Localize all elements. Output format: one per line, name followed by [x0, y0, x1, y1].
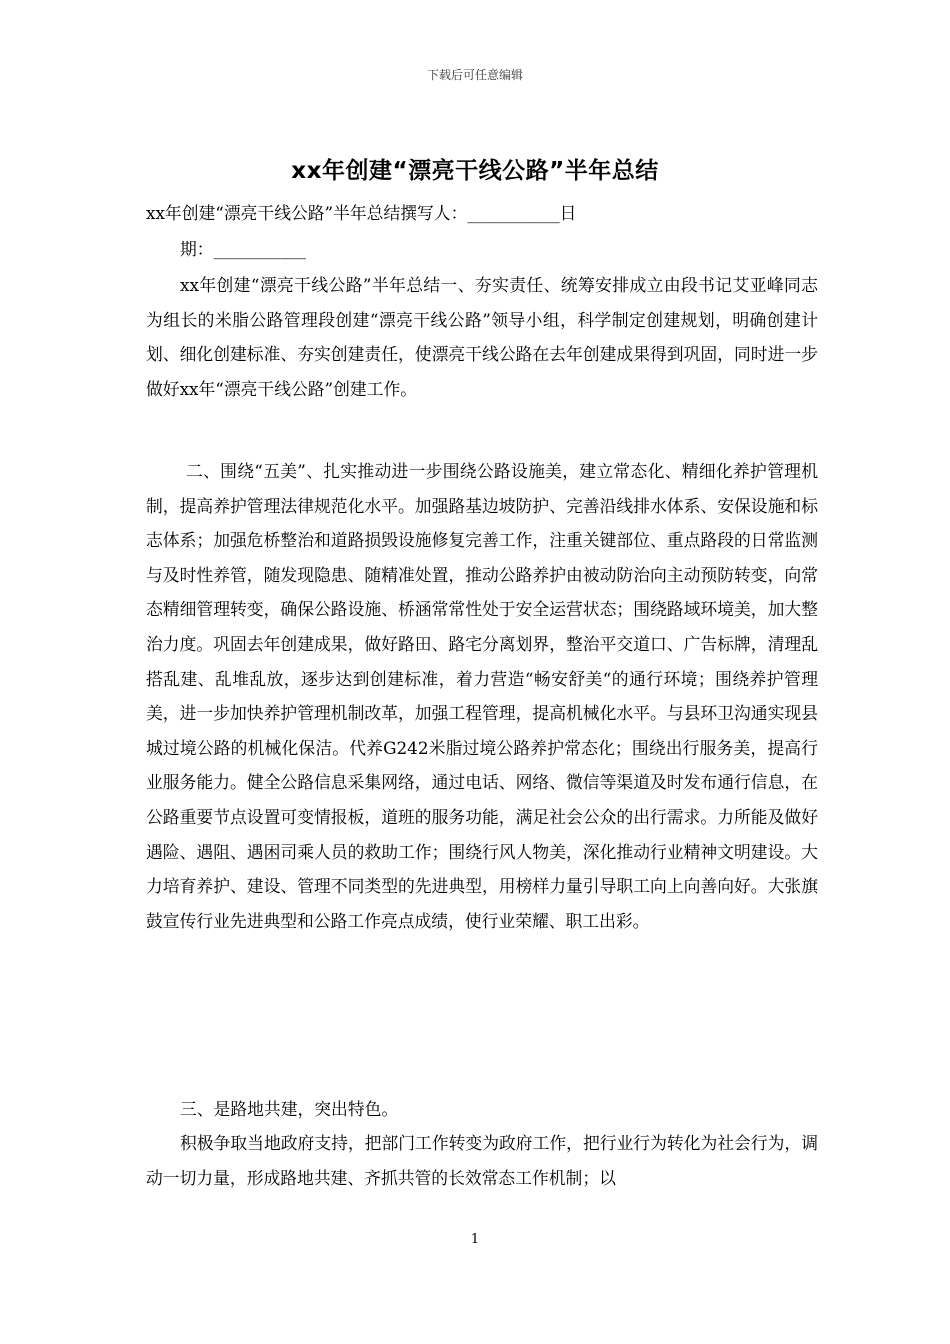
document-title: xx年创建“漂亮干线公路”半年总结 — [291, 158, 659, 184]
section-heading-road-community — [146, 1092, 818, 1127]
paragraph-text: 二、围绕“五美”、扎实推动进一步围绕公路设施美，建立常态化、精细化养护管理机制，提高养护管理法律规范化水平。加强路基边坡防护、完善沿线排水体系、安保设施和标志体系；加强危桥整治和道路损毁设施修复完善工作，注重关键部位、重点路段的日常监测与及时性养管，随发现隐患、随精准处置，推动公路养护由被动防治向主动预防转变，向常态精细管理转变，确保公路设施、桥涵常常性处于安全运营状态；围绕路域环境美，加大整治力度。巩固去年创建成果，做好路田、路宅分离划界，整治平交道口、广告标牌，清理乱搭乱建、乱堆乱放，逐步达到创建标准，着力营造“畅安舒美“的通行环境；围绕养护管理美，进一步加快养护管理机制改革，加强工程管理，提高机械化水平。与县环卫沟通实现县城过境公路的机械化保洁。代养G242米脂过境公路养护常态化；围绕出行服务美，提高行业服务能力。健全公路信息采集网络，通过电话、网络、微信等渠道及时发布通行信息，在公路重要节点设置可变情报板，道班的服务功能，满足社会公众的出行需求。力所能及做好遇险、遇阻、遇困司乘人员的救助工作；围绕行风人物美，深化推动行业精神文明建设。大力培育养护、建设、管理不同类型的先进典型，用榜样力量引导职工向上向善向好。大张旗鼓宣传行业先进典型和公路工作亮点成绩，使行业荣耀、职工出彩。 — [146, 461, 818, 931]
paragraph-text: 积极争取当地政府支持，把部门工作转变为政府工作，把行业行为转化为社会行为，调动一切力量，形成路地共建、齐抓共管的长效常态工作机制；以 — [146, 1133, 818, 1188]
page-number: 1 — [470, 1232, 480, 1247]
author-line: xx年创建“漂亮干线公路”半年总结撰写人：___________日 — [146, 203, 577, 223]
paragraph-text: 三、是路地共建，突出特色。 — [180, 1099, 399, 1119]
paragraph-five-beauties — [146, 454, 818, 938]
date-line: 期：___________ — [180, 239, 306, 259]
paragraph-text: xx年创建“漂亮干线公路”半年总结一、夯实责任、统筹安排成立由段书记艾亚峰同志为组长的米脂公路管理段创建“漂亮干线公路”领导小组，科学制定创建规划，明确创建计划、细化创建标准、夯实创建责任，使漂亮干线公路在去年创建成果得到巩固，同时进一步做好xx年“漂亮干线公路”创建工作。 — [146, 275, 818, 399]
page-header-note: 下载后可任意编辑 — [426, 68, 523, 82]
paragraph-responsibility — [146, 268, 818, 406]
paragraph-government-support — [146, 1126, 818, 1195]
